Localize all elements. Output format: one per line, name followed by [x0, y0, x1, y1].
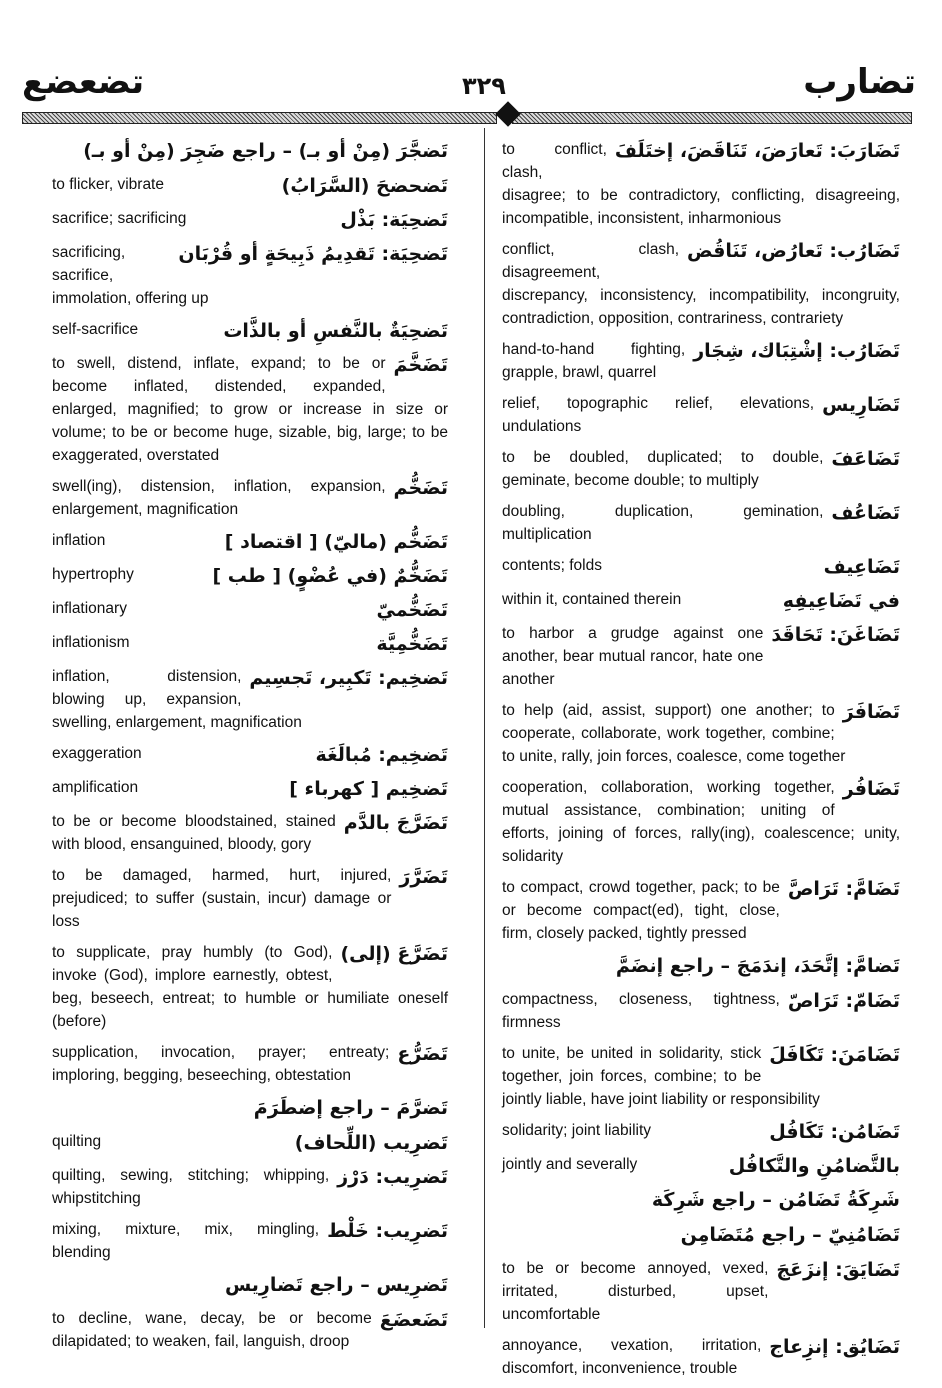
cross-reference-entry: تَضامَّ: إتَّحَدَ، إندَمَجَ – راجع إنضَمَّ — [615, 955, 900, 977]
english-definition: hypertrophy — [52, 566, 134, 583]
cross-reference-entry: تَضرِيس – راجع تَضارِيس — [224, 1274, 448, 1296]
english-definition: swell(ing), distension, inflation, expansion, enlargement, magnification — [52, 478, 386, 518]
dictionary-entry — [502, 554, 900, 580]
arabic-headword: تَضَرَّرَ — [399, 866, 448, 888]
arabic-headword: تَضَامَنَ: تَكَافَلَ — [769, 1044, 900, 1066]
arabic-headword: تَضخِيم [ كهرباء ] — [289, 778, 448, 800]
english-definition: to help (aid, assist, support) one another; to cooperate, collaborate, work together, combine; to unite, rally, join forces, coalesce, come together — [502, 702, 846, 765]
english-definition: quilting — [52, 1133, 102, 1150]
dictionary-entry — [502, 446, 900, 492]
arabic-headword: تَضَارُب: إشْتِبَاك، شِجَار — [693, 340, 900, 362]
dictionary-entry — [52, 241, 448, 310]
english-definition: to be damaged, harmed, hurt, injured, prejudiced; to suffer (sustain, incur) damage or loss — [52, 867, 392, 930]
header-rule-left — [22, 112, 497, 124]
dictionary-entry — [52, 352, 448, 467]
english-definition: inflation, distension, blowing up, expansion, swelling, enlargement, magnification — [52, 668, 302, 731]
dictionary-entry — [502, 1042, 900, 1111]
arabic-headword: تَضَخَّمَ — [393, 354, 448, 376]
guide-word-right: تضارب — [803, 62, 916, 102]
column-divider — [484, 128, 485, 1328]
dictionary-entry — [502, 1334, 900, 1380]
dictionary-entry — [502, 238, 900, 330]
arabic-headword: تَضَارُب: تَعارُض، تَنَاقُض — [687, 240, 900, 262]
english-definition: within it, contained therein — [502, 591, 682, 608]
arabic-headword: بالتَّضامُنِ والتَّكافُل — [728, 1155, 900, 1177]
english-definition: conflict, clash, disagreement, discrepancy, inconsistency, incompatibility, incongruity, contradiction, opposition, contrariness, contrariety — [502, 241, 900, 327]
cross-reference-entry: شَرِكَةُ تَضَامُن – راجع شَرِكَة — [651, 1189, 900, 1211]
arabic-headword: تَضَاعِيف — [823, 556, 900, 578]
dictionary-entry — [52, 318, 448, 344]
english-definition: sacrifice; sacrificing — [52, 210, 187, 227]
arabic-headword: تَضَايُق: إنزِعاج — [769, 1336, 900, 1358]
dictionary-entry — [52, 173, 448, 199]
arabic-headword: تَضحِيَة: بَذْل — [340, 209, 448, 231]
dictionary-entry — [502, 1119, 900, 1145]
cross-reference-entry: تَضَامُنِيّ – راجع مُتَضَامِن — [680, 1224, 900, 1246]
english-definition: to harbor a grudge against one another, bear mutual rancor, hate one another — [502, 625, 764, 688]
page-number: ٣٢٩ — [462, 72, 506, 100]
english-definition: to flicker, vibrate — [52, 176, 164, 193]
dictionary-entry — [502, 988, 900, 1034]
dictionary-entry — [52, 864, 448, 933]
english-definition: to decline, wane, decay, be or become dilapidated; to weaken, fail, languish, droop — [52, 1310, 372, 1350]
arabic-headword: في تَضَاعِيفِهِ — [782, 590, 900, 612]
arabic-headword: تَضَامُن: تَكَافُل — [769, 1121, 900, 1143]
english-definition: inflationary — [52, 600, 127, 617]
arabic-headword: تَضحِيَة: تَقدِيمُ ذَبِيحَةٍ أو قُرْبَان — [178, 243, 448, 265]
dictionary-entry — [502, 876, 900, 945]
arabic-headword: تَضرِيب: خَلْط — [327, 1220, 448, 1242]
english-definition: self-sacrifice — [52, 321, 139, 338]
arabic-headword: تَضرِيب (اللِّحاف) — [294, 1132, 448, 1154]
english-definition: sacrificing, sacrifice, immolation, offering up — [52, 244, 209, 307]
dictionary-entry — [502, 138, 900, 230]
dictionary-entry — [52, 810, 448, 856]
dictionary-entry — [52, 529, 448, 555]
dictionary-entry — [52, 1218, 448, 1264]
dictionary-entry — [52, 941, 448, 1033]
arabic-headword: تَضَخُّميّ — [376, 599, 448, 621]
arabic-headword: تَضَاغَنَ: تَحَاقَدَ — [771, 624, 900, 646]
arabic-headword: تَضخِيم: مُبالَغَة — [315, 744, 448, 766]
english-definition: jointly and severally — [502, 1156, 638, 1173]
arabic-headword: تَضَاعَفَ — [831, 448, 900, 470]
arabic-headword: تَضَافَرَ — [842, 701, 900, 723]
english-definition: annoyance, vexation, irritation, discomfort, inconvenience, trouble — [502, 1337, 762, 1377]
dictionary-entry — [502, 588, 900, 614]
dictionary-entry — [52, 207, 448, 233]
dictionary-entry — [502, 392, 900, 438]
arabic-headword: تَضَرُّع — [397, 1043, 448, 1065]
english-definition: to be or become bloodstained, stained with blood, ensanguined, bloody, gory — [52, 813, 336, 853]
english-definition: mixing, mixture, mix, mingling, blending — [52, 1221, 320, 1261]
english-definition: cooperation, collaboration, working together, mutual assistance, combination; uniting of efforts, joining of forces, rally(ing), coalescence; unity, solidarity — [502, 779, 900, 865]
cross-reference-entry: تَضجَّرَ (مِنْ أو بـ) – راجع ضَجِرَ (مِنْ أو بـ) — [83, 140, 448, 162]
arabic-headword: تَضَامَّ: تَرَاصَّ — [787, 878, 900, 900]
dictionary-entry — [52, 1164, 448, 1210]
arabic-headword: تَضَخُّمٌ (في عُضْوٍ) [ طب ] — [212, 565, 448, 587]
arabic-headword: تَضَعضَعَ — [379, 1309, 448, 1331]
dictionary-entry — [502, 338, 900, 384]
english-definition: to supplicate, pray humbly (to God), invoke (God), implore earnestly, obtest, beg, beseech, entreat; to humble or humiliate oneself (before) — [52, 944, 448, 1030]
cross-reference-entry: تَضرَّمَ – راجع إضطَرَمَ — [253, 1097, 448, 1119]
dictionary-entry — [52, 1041, 448, 1087]
arabic-headword: تَضَامّ: تَرَاصّ — [787, 990, 900, 1012]
english-definition: to be or become annoyed, vexed, irritated, disturbed, upset, uncomfortable — [502, 1260, 769, 1323]
page-header — [0, 0, 942, 128]
english-definition: to conflict, clash, disagree; to be contradictory, conflicting, disagreeing, incompatible, inconsistent, inharmonious — [502, 141, 900, 227]
english-definition: to compact, crowd together, pack; to be or become compact(ed), tight, close, firm, closely packed, tightly pressed — [502, 879, 780, 942]
english-definition: hand-to-hand fighting, grapple, brawl, quarrel — [502, 341, 686, 381]
dictionary-entry — [52, 631, 448, 657]
dictionary-entry — [52, 742, 448, 768]
dictionary-entry — [52, 1130, 448, 1156]
english-definition: compactness, closeness, tightness, firmness — [502, 991, 780, 1031]
arabic-headword: تَضَخُّم — [393, 477, 448, 499]
english-definition: to be doubled, duplicated; to double, geminate, become double; to multiply — [502, 449, 824, 489]
dictionary-entry — [502, 1153, 900, 1179]
arabic-headword: تَضَايَقَ: إنزَعَجَ — [776, 1259, 900, 1281]
arabic-headword: تَضَافُر — [842, 778, 900, 800]
english-definition: contents; folds — [502, 557, 602, 574]
english-definition: quilting, sewing, stitching; whipping, whipstitching — [52, 1167, 330, 1207]
arabic-headword: تَضحضحَ (السَّرَابُ) — [281, 175, 448, 197]
dictionary-entry — [52, 776, 448, 802]
english-definition: to unite, be united in solidarity, stick together, join forces, combine; to be jointly liable, have joint liability or responsibility — [502, 1045, 820, 1108]
left-column — [52, 138, 448, 1361]
dictionary-entry — [502, 699, 900, 768]
english-definition: to swell, distend, inflate, expand; to be or become inflated, distended, expanded, enlarged, magnified; to grow or increase in size or volume; to be or become huge, sizable, big, large; to be exaggerated, overstated — [52, 355, 448, 464]
guide-word-left: تضعضع — [22, 62, 145, 102]
arabic-headword: تَضحِيَةٌ بالنَّفسِ أو بالذَّات — [223, 320, 448, 342]
english-definition: inflation — [52, 532, 106, 549]
dictionary-entry — [502, 1257, 900, 1326]
dictionary-entry — [52, 1307, 448, 1353]
english-definition: exaggeration — [52, 745, 142, 762]
english-definition: amplification — [52, 779, 139, 796]
arabic-headword: تَضَاعُف — [831, 502, 900, 524]
dictionary-entry — [52, 597, 448, 623]
english-definition: relief, topographic relief, elevations, undulations — [502, 395, 815, 435]
arabic-headword: تَضَارِيس — [822, 394, 900, 416]
arabic-headword: تَضَارَبَ: تَعارَضَ، تَنَاقَضَ، إختَلَفَ — [614, 140, 900, 162]
arabic-headword: تَضرِيب: دَرْز — [337, 1166, 448, 1188]
english-definition: inflationism — [52, 634, 130, 651]
dictionary-entry — [52, 563, 448, 589]
right-column — [502, 138, 900, 1388]
arabic-headword: تَضخِيم: تَكبِير، تَجسِيم — [249, 667, 448, 689]
english-definition: doubling, duplication, gemination, multiplication — [502, 503, 824, 543]
header-rule-right — [512, 112, 912, 124]
dictionary-entry — [52, 665, 448, 734]
dictionary-entry — [502, 500, 900, 546]
english-definition: solidarity; joint liability — [502, 1122, 652, 1139]
english-definition: supplication, invocation, prayer; entreaty; imploring, begging, beseeching, obtestation — [52, 1044, 390, 1084]
dictionary-entry — [502, 776, 900, 868]
arabic-headword: تَضَرَّجَ بالدَّم — [343, 812, 448, 834]
dictionary-entry — [502, 622, 900, 691]
arabic-headword: تَضَرَّعَ (إلى) — [340, 943, 448, 965]
arabic-headword: تَضَخُّم (ماليّ) [ اقتصاد ] — [224, 531, 448, 553]
arabic-headword: تَضَخُّمِيَّة — [376, 633, 448, 655]
dictionary-entry — [52, 475, 448, 521]
